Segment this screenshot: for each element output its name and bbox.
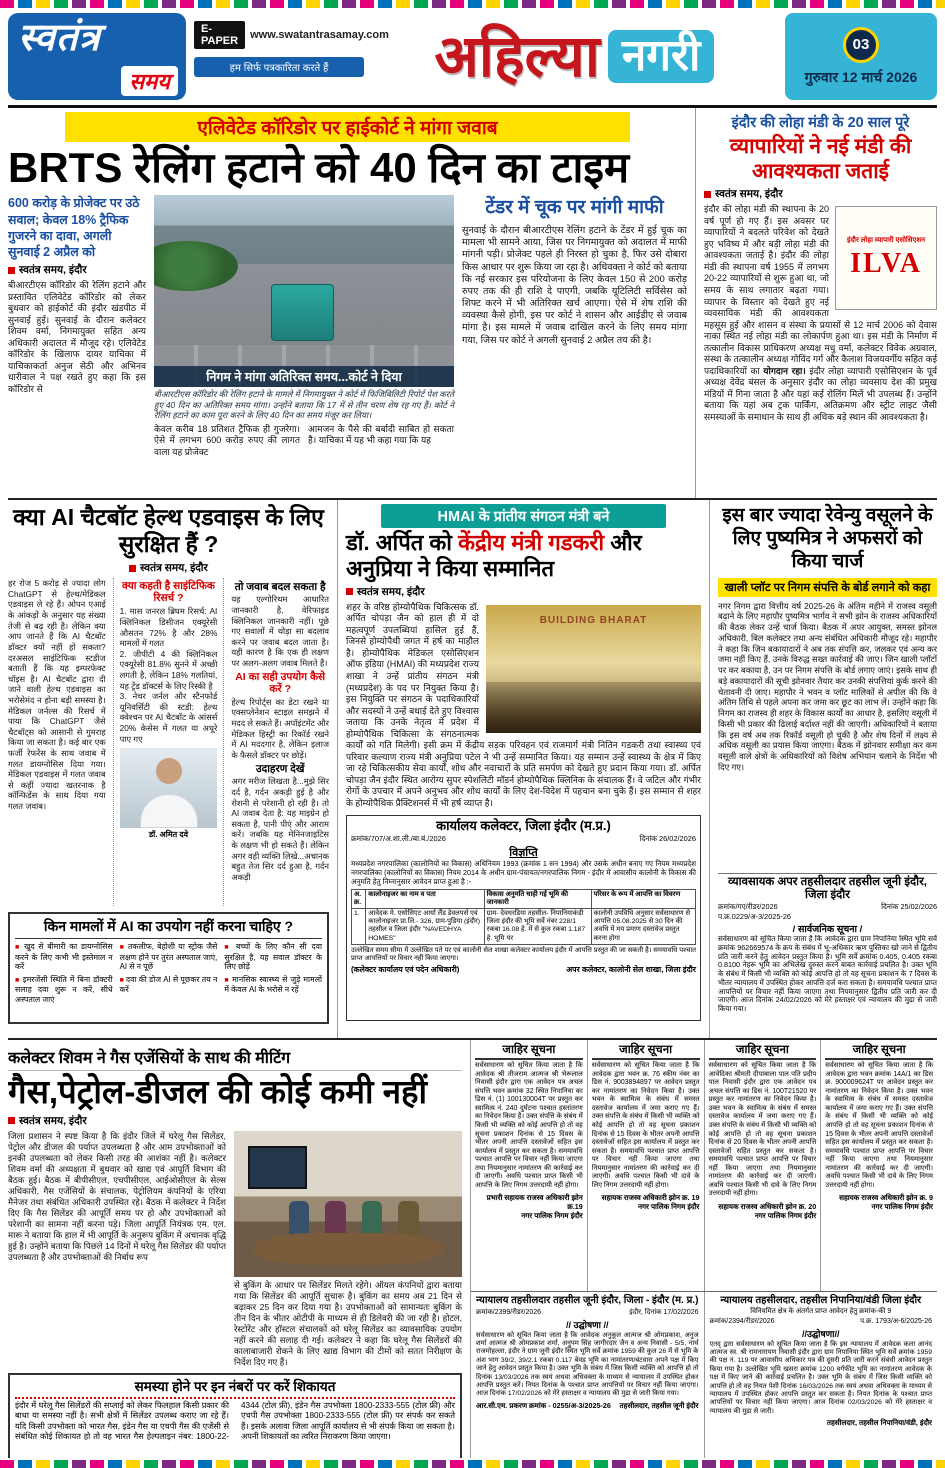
warning-item: ■ मानसिक स्वास्थ्य से जुड़े मामलों में केवल AI के भरोसे न रहें bbox=[224, 975, 322, 995]
decorative-stripe-bottom bbox=[0, 1460, 945, 1468]
mandi-headline: व्यापारियों ने नई मंडी की आवश्यकता जताई bbox=[729, 135, 912, 184]
collector-footnote: उल्लेखित समय सीमा में उल्लेखित पते पर एवं कालोनी सेल शाखा कलेक्टर कार्यालय इंदौर में आपत्ति प्रस्तुत की जा सकती है। समयावधि पश्चात प्राप्त आपत्तियों पर विचार नहीं किया जाएगा। bbox=[351, 946, 696, 962]
jahir-notice-row bbox=[471, 1040, 937, 1292]
cell: कालोनी उपविधि अनुसार सर्वसाधारण से आपत्ति 05.08.2025 से 30 दिन की अवधि में मय प्रमाण दस्तावेज प्रस्तुत करना होगा bbox=[591, 909, 695, 945]
ai-col-2 bbox=[113, 578, 225, 906]
brts-below-col-1: केवल करीब 18 प्रतिशत ट्रैफिक ही गुजरेगा। ऐसे में लगभग 600 करोड़ रुपए की लागत वाला यह प्रोजेक्ट bbox=[154, 423, 300, 457]
brts-below-col-2: आमजन के पैसे की बर्बादी साबित हो सकता है। याचिका में यह भी कहा गया कि यह bbox=[308, 423, 454, 446]
court-ref-line bbox=[476, 1308, 699, 1317]
court-ref-line bbox=[710, 1317, 933, 1326]
ai-use-head: AI का सही उपयोग कैसे करें ? bbox=[235, 670, 326, 695]
col-header: परिसर के रूप में आपत्ति का विवरण bbox=[591, 889, 695, 908]
brts-sub-story bbox=[462, 195, 687, 458]
paper-name-1: स्वतंत्र bbox=[18, 17, 101, 59]
ai-example-head: उदाहरण देखें bbox=[255, 763, 305, 776]
row-bottom bbox=[8, 1040, 937, 1458]
story-revenue[interactable] bbox=[710, 500, 937, 1038]
jahir-sig-line: सहायक राजस्व अधिकारी झोन क्र. 19 bbox=[601, 1193, 700, 1203]
collector-signature bbox=[351, 965, 696, 975]
complaint-box bbox=[8, 1373, 462, 1458]
jahir-title: जाहिर सूचना bbox=[825, 1042, 933, 1060]
row-top bbox=[8, 108, 937, 500]
collector-title: कार्यालय कलेक्टर, जिला इंदौर (म.प्र.) bbox=[436, 818, 611, 834]
court-proclamation: // उद्घोषणा // bbox=[565, 1319, 609, 1330]
jahir-sig-line: नगर पालिक निगम इंदौर bbox=[871, 1202, 933, 1212]
jahir-signature bbox=[709, 1202, 817, 1220]
masthead bbox=[0, 8, 945, 105]
warning-col-2 bbox=[120, 942, 218, 1007]
ilva-logo-title: इंदौर लोहा व्यापारी एसोसिएशन bbox=[847, 236, 925, 244]
edition-masthead bbox=[372, 13, 777, 100]
warning-item: ■ बच्चों के लिए कौन सी दवा सुरक्षित है, यह सवाल डॉक्टर के लिए छोड़ें bbox=[224, 942, 322, 972]
brts-sub-body: सुनवाई के दौरान बीआरटीएस रेलिंग हटाने के टेंडर में हुई चूक का मामला भी सामने आया, जिस पर निगमायुक्त को अदालत में माफी मांगनी पड़ी। प्रोजेक्ट पहले ही निरस्त हो चुका है, फिर उसे दोबारा किस आधार पर शुरू किया जा रहा है। अधिवक्ता ने कोर्ट को बताया कि नई सरकार इस परियोजना के लिए केवल 150 से 200 करोड़ रुपए तक की ही राशि दे पाएगी, जबकि यूटिलिटी सर्विसेस को शिफ्ट करने में भी अतिरिक्त खर्च आएगा। ऐसे में शेष राशि की व्यवस्था कैसे होगी, इस पर कोर्ट ने शासन और आईडीए से जवाब मांगा है। इस मामले में जवाब दाखिल करने के लिए समय मांगा गया, जिस पर कोर्ट ने अगली सुनवाई 2 अप्रैल तय की है। bbox=[462, 225, 687, 346]
gas-body-area bbox=[8, 1131, 462, 1369]
hmai-body: शहर के वरिष्ठ होम्योपैथिक चिकित्सक डॉ. अर्पित चोपड़ा जैन को हाल ही में दो महत्वपूर्ण उपलब्धियां हासिल हुई हैं, जिनसे होम्योपैथी जगत में हर्ष का माहौल है। होम्योपैथिक मेडिकल एसोसिएशन ऑफ इंडिया (HMAI) की मध्यप्रदेश राज्य शाखा ने उन्हें प्रांतीय संगठन मंत्री (मध्यप्रदेश) के पद पर नियुक्त किया है। इस नियुक्ति पर संगठन के पदाधिकारियों और सदस्यों ने उन्हें बधाई देते हुए विश्वास जताया कि उनके नेतृत्व में प्रदेश में होम्योपैथिक चिकित्सा के संगठनात्मक कार्यों को गति मिलेगी। इसी क्रम में केंद्रीय सड़क परिवहन एवं राजमार्ग मंत्री नितिन गडकरी तथा स्वास्थ्य एवं परिवार कल्याण राज्य मंत्री अनुप्रिया पटेल ने भी उन्हें सम्मानित किया। यह सम्मान उन्हें स्वास्थ्य के क्षेत्र में किए जा रहे चिकित्सकीय सेवा कार्यों, शोध और नवाचारों के प्रति समर्पण को देखते हुए प्रदान किया गया। डॉ. अर्पित चोपड़ा जैन इंदौर स्थित आरोग्य सुपर स्पेशलिटी मॉडर्न होम्योपैथिक क्लिनिक के संचालक हैं। वे जटिल और गंभीर रोगों के उपचार में अपने अनुभव और शोध कार्यों के लिए देश-विदेश में पहचान बना चुके हैं। इस सम्मान से शहर के होम्योपैथिक प्रैक्टिशनर्स में भी हर्ष व्याप्त है। bbox=[346, 601, 701, 808]
court-body: सर्वसाधारण को सूचित किया जाता है कि आवेदक अनुकूल आत्मज श्री ओमप्रकाश, अनुज शर्मा आत्मज श्री ओमप्रकाश शर्मा, अनुपम सिंह जागीरदार जैन व अन्य निवासी - 5/5, नार्थ राजमोहल्ला, इंदौर ने ग्राम जूनी इंदौर स्थित भूमि सर्वे क्रमांक 1959 की कुल 26 में से भूमि के अंश भाग 39/2, 39/2.1 रकबा 0.117 बेवड़ भूमि का नामांतरण/बंटवारा अपने पक्ष में किए जाने हेतु आवेदन प्रस्तुत किया है। उक्त भूमि के संबंध में जिस किसी व्यक्ति को आपत्ति हो तो दिनांक 13/03/2026 तक स्वयं अथवा अधिवक्ता के माध्यम से न्यायालय में उपस्थित होकर आपत्ति प्रस्तुत करें। नियत दिनांक के पश्चात प्राप्त आपत्तियों पर विचार नहीं किया जाएगा। आज दिनांक 17/02/2026 को मेरे हस्ताक्षर व न्यायालय की मुद्रा से जारी किया गया। bbox=[476, 1331, 699, 1398]
revenue-strap: खाली प्लॉट पर निगम संपत्ति के बोर्ड लगाने को कहा bbox=[718, 578, 937, 597]
page-number: 03 bbox=[843, 27, 879, 63]
gas-body-2: से बुकिंग के आधार पर सिलेंडर मिलते रहेंगे। ऑयल कंपनियों द्वारा बताया गया कि सिलेंडर की आपूर्ति सुचारू है। बुकिंग का समय अब 21 दिन से बढ़ाकर 25 दिन कर दिया गया है। उपभोक्ताओं को सामान्यतः बुकिंग के तीन दिन के भीतर ओटीपी के माध्यम से ही डिलेवरी की जा रही है। होटल, रेस्टोरेंट और हॉस्टल संचालकों को घरेलू सिलेंडर का व्यावसायिक उपयोग नहीं करने की सलाह दी गई। कलेक्टर ने कहा कि घरेलू गैस सिलेंडरों की कालाबाजारी रोकने के लिए खाद्य विभाग की टीमों को सतत निरीक्षण के निर्देश दिए गए हैं। bbox=[234, 1279, 462, 1367]
masthead-word-1: अहिल्या bbox=[434, 23, 600, 89]
col-header: विकास अनुमति चाही गई भूमि की जानकारी bbox=[484, 889, 591, 908]
ai-research-head: क्या कहती है साइंटिफिक रिसर्च ? bbox=[122, 580, 215, 605]
jahir-notice-2 bbox=[588, 1040, 705, 1291]
collector-sig-right: अपर कलेक्टर, कालोनी सेल शाखा, जिला इंदौर bbox=[566, 965, 696, 975]
brts-left-column bbox=[8, 195, 146, 458]
jahir-body: सर्वसाधारण को सूचित किया जाता है कि आवेदिका श्रीमती दीपाबाला पाल पति प्रदीप पाल निवासी इंदौर द्वारा एक आवेदन पत्र अचल संपत्ति का डिस नं. 100T21520 पर प्रस्तुत कर नामांतरण का निवेदन किया है। उक्त भवन के स्वामित्व के संबंध में समस्त दस्तावेज कार्यालय में जमा कराए गए हैं। उक्त संपत्ति के संबंध में किसी भी व्यक्ति को कोई आपत्ति हो तो वह सूचना प्रकाशन दिनांक से 20 दिवस के भीतर अपनी आपत्ति दस्तावेजों सहित प्रस्तुत कर सकता है। समयावधि पश्चात प्राप्त आपत्ति पर विचार नहीं किया जाएगा तथा नियमानुसार नामांतरण की कार्रवाई कर दी जाएगी। अवधि पश्चात किसी भी दावे के लिए निगम उत्तरदायी नहीं होगा। bbox=[708, 1062, 817, 1198]
brts-kicker: एलिवेटेड कॉरिडोर पर हाईकोर्ट ने मांगा जवाब bbox=[65, 112, 630, 142]
hmai-ceremony-photo bbox=[486, 605, 701, 733]
warning-item: ■ दवा की डोज AI से पूछकर तय न करें bbox=[120, 975, 218, 995]
gas-right-column bbox=[234, 1131, 462, 1369]
court-footer bbox=[476, 1401, 699, 1411]
byline-text: स्वतंत्र समय, इंदौर bbox=[140, 562, 208, 575]
ai-research-item: 1. मास जनरल ब्रिघम रिसर्च: AI क्लिनिकल डिसीजन एक्यूरेसी औसतन 72% है और 28% मामलों में गलत bbox=[119, 606, 218, 649]
brts-intro: 600 करोड़ के प्रोजेक्ट पर उठे सवाल; केवल 18% ट्रैफिक गुजरने का दावा, अगली सुनवाई 2 अप्रैल को bbox=[8, 196, 140, 260]
tehsildar-notice-subtitle: / सार्वजनिक सूचना / bbox=[792, 923, 863, 935]
revenue-headline: इस बार ज्यादा रेवेन्यु वसूलने के लिए पुष्यमित्र ने अफसरों को किया चार्ज bbox=[722, 505, 933, 573]
edition-date: गुरुवार 12 मार्च 2026 bbox=[804, 68, 918, 85]
ai-research-item: 3. नेचर जर्नल और स्टैनफोर्ड यूनिवर्सिटी की स्टडी: हेल्थ क्वेश्चन पर AI चैटबॉट के आंसर्स 20% केसेस में गलत या अधूरे पाए गए bbox=[119, 691, 218, 744]
jahir-signature bbox=[475, 1193, 583, 1220]
ai-answer-head: तो जवाब बदल सकता है bbox=[234, 581, 326, 594]
story-hmai[interactable] bbox=[338, 500, 710, 1038]
tehsildar-date: दिनांक 25/02/2026 bbox=[881, 901, 937, 911]
paper-logo-block bbox=[8, 13, 186, 100]
warning-item: ■ इमरजेंसी स्थिति में बिना डॉक्टरी सलाह दवा शुरू न करें, सीधे अस्पताल जाएं bbox=[15, 975, 113, 1005]
byline bbox=[346, 585, 701, 599]
jahir-sig-line: सहायक राजस्व अधिकारी झोन क्र. 20 bbox=[718, 1202, 817, 1211]
mandi-subhead: योगदान रहा। bbox=[763, 365, 806, 376]
doctor-coat-shape bbox=[140, 794, 198, 828]
tehsildar-case-line bbox=[718, 912, 937, 922]
court-body: एतद् द्वारा सर्वसाधारण को सूचित किया जाता है कि इस न्यायालय में आवेदक कला आनंद आत्मज स्व. श्री रामनारायण निवासी इंदौर द्वारा ग्राम निपानिया स्थित भूमि सर्वे क्रमांक 1959 की पक्ष नं. 119 पर आवासीय अधिकार पत्र की दूसरी प्रति जारी करने संबंधी आवेदन प्रस्तुत किया गया है। उल्लेखित भूमि खसरा क्रमांक 1200 वर्गफीट भूमि का नामांतरण आवेदक के पक्ष में किए जाने की कार्रवाई प्रचलित है। उक्त भूमि के संबंध में जिस किसी व्यक्ति को आपत्ति हो तो वह नियत पेशी दिनांक 16/03/2026 तक स्वयं अथवा अधिवक्ता के माध्यम से न्यायालय में उपस्थित होकर आपत्ति प्रस्तुत कर सकता है। नियत दिनांक के पश्चात प्राप्त आपत्तियों पर विचार नहीं किया जाएगा। आज दिनांक 02/03/2026 को मेरे हस्ताक्षर व न्यायालय की मुद्रा से जारी। bbox=[709, 1340, 932, 1415]
court-title: न्यायालय तहसीलदार तहसील जूनी इंदौर, जिला - इंदौर (म. प्र.) bbox=[476, 1295, 699, 1306]
jahir-sig-line: नगर पालिक निगम इंदौर bbox=[637, 1202, 700, 1212]
court-ref-no: क्रमांक/2399/रीडर/2026 bbox=[476, 1308, 542, 1316]
photo-caption: बीआरटीएस कॉरिडोर की रेलिंग हटाने के मामले में निगमायुक्त ने कोर्ट में फिजिबिलिटी रिपोर्ट पेश करते हुए 40 दिन का अतिरिक्त समय मांगा। उन्होंने बताया कि 17 में से तीन चरण शेष रह गए हैं। कोर्ट ने रेलिंग हटाने का काम पूरा करने के लिए 40 दिन का समय मंजूर कर लिया। bbox=[154, 389, 454, 421]
page-date-block bbox=[785, 13, 937, 100]
complaint-body: इंदौर में घरेलू गैस सिलेंडरों की सप्लाई को लेकर फिलहाल किसी प्रकार की बाधा या समस्या नहीं है। सभी क्षेत्रों में सिलेंडर उपलब्ध कराए जा रहे हैं। यदि किसी उपभोक्ता को भारत गैस, इंडेन गैस या एचपी गैस की एजेंसी से संबंधित कोई शिकायत हो तो वह भारत गैस हेल्पलाइन नंबर: 1800-22-4344 (टोल फ्री), इंडेन गैस उपभोक्ता 1800-2333-555 (टोल फ्री) और एचपी गैस उपभोक्ता 1800-2333-555 (टोल फ्री) पर संपर्क कर सकते हैं। इसके अलावा जिला आपूर्ति कार्यालय से भी संपर्क किया जा सकता है। अपनी शिकायतों का त्वरित निराकरण किया जाएगा। bbox=[15, 1400, 455, 1441]
collector-body: मध्यप्रदेश नगरपालिका (कालोनियों का विकास) अधिनियम 1993 (क्रमांक 1 सन 1994) और उसके अधीन बनाए गए नियम मध्यप्रदेश नगरपालिका (कालोनियों का विकास) नियम 2014 के अधीन ग्राम-पंचायत/नगरपालिक निगम - इंदौर में आवासीय कालोनी के विकास की अनुमति हेतु निम्नानुसार आवेदन प्राप्त हुआ है :- bbox=[351, 859, 696, 887]
story-mandi[interactable] bbox=[696, 108, 937, 498]
ai-headline: क्या AI चैटबॉट हेल्थ एडवाइस के लिए सुरक्षित हैं ? bbox=[13, 504, 324, 558]
decorative-stripe-top bbox=[0, 0, 945, 8]
jahir-body: सर्वसाधारण को सूचित किया जाता है कि आवेदक श्री तीजराम आत्मज श्री भेरूलाल निवासी इंदौर द्वारा एक आवेदन पत्र अचल संपत्ति भवन क्रमांक 32 स्थित निपानिया का डिस नं. (1) 100130004T पर प्रस्तुत कर स्वामित्व नं. 240 दुर्घटना पश्चात हस्तांतरण का निवेदन किया है। उक्त संपत्ति के संबंध में किसी भी व्यक्ति को कोई आपत्ति हो तो वह सूचना प्रकाशन दिनांक से 15 दिवस के भीतर अपनी आपत्ति दस्तावेजों सहित इस कार्यालय में प्रस्तुत कर सकता है। समयावधि पश्चात आपत्ति पर विचार नहीं किया जाएगा तथा नियमानुसार नामांतरण की कार्रवाई कर दी जाएगी। अवधि पश्चात प्राप्त किसी भी आपत्ति के लिए निगम उत्तरदायी नहीं होगा। bbox=[475, 1062, 583, 1189]
brts-body-left: बीआरटीएस कॉरिडोर की रेलिंग हटाने और प्रस्तावित एलिवेटेड कॉरिडोर को लेकर बुधवार को हाईकोर्ट की इंदौर खंडपीठ में सुनवाई हुई। सुनवाई के दौरान कलेक्टर शिवम वर्मा, निगमायुक्त सहित अन्य अधिकारी अदालत में मौजूद रहे। एलिवेटेड कॉरिडोर के खिलाफ दायर याचिका में याचिकाकर्ता अनुज सेठी और अभिनव धारीवाल ने पक्ष रखते हुए कहा कि इस कॉरिडोर से bbox=[8, 280, 146, 394]
court-case-ref: प.क्र. 1793/अ-6/2025-26 bbox=[860, 1317, 932, 1325]
brts-photo-column bbox=[154, 195, 454, 458]
tehsildar-ref-line bbox=[718, 902, 937, 912]
court-proclamation: //उद्घोषणा// bbox=[801, 1328, 840, 1339]
paper-logo[interactable] bbox=[8, 13, 186, 100]
jahir-title: जाहिर सूचना bbox=[475, 1042, 583, 1060]
byline-bullet-icon bbox=[129, 565, 136, 572]
col-header: अ. क्र. bbox=[352, 889, 366, 908]
jahir-notice-3 bbox=[705, 1040, 822, 1291]
byline-bullet-icon bbox=[8, 1117, 15, 1124]
paper-tagline: हम सिर्फ पत्रकारिता करते हैं bbox=[194, 57, 364, 77]
jahir-body: सर्वसाधारण को सूचित किया जाता है कि आवेदक द्वारा भवन क्रमांक 14A/1 का डिस क्र. 900009624T पर आवेदन प्रस्तुत कर नामांतरण का निवेदन किया है। उक्त भवन के स्वामित्व के संबंध में समस्त दस्तावेज कार्यालय में जमा कराए गए हैं। उक्त संपत्ति के संबंध में किसी भी व्यक्ति को कोई आपत्ति हो तो वह सूचना प्रकाशन दिनांक से 15 दिवस के भीतर अपनी आपत्ति दस्तावेजों सहित इस कार्यालय में प्रस्तुत कर सकता है। समयावधि पश्चात प्राप्त आपत्ति पर विचार नहीं किया जाएगा तथा नियमानुसार नामांतरण की कार्रवाई कर दी जाएगी। अवधि पश्चात किसी भी दावे के लिए निगम उत्तरदायी नहीं होगा। bbox=[825, 1062, 933, 1189]
cell: 1. bbox=[352, 909, 366, 945]
ai-use-body: हेल्थ रिपोर्ट्स का डेटा रखने या एक्सप्लेनेशन स्टाइल समझने में मदद ले सकते हैं। अपॉइंटमेंट और मेडिकल हिस्ट्री का रिकॉर्ड रखने में AI मददगार है, लेकिन इलाज के फैसले डॉक्टर पर छोड़ें। bbox=[231, 696, 329, 760]
ai-warning-title: किन मामलों में AI का उपयोग नहीं करना चाहिए ? bbox=[15, 917, 322, 939]
collector-table bbox=[351, 889, 696, 945]
collector-notice-box bbox=[346, 815, 701, 1021]
byline-text: स्वतंत्र समय, इंदौर bbox=[19, 264, 87, 277]
byline bbox=[8, 561, 329, 575]
tehsildar-notice-body: सर्वसाधारण को सूचित किया जाता है कि आवेदक द्वारा ग्राम निपानिया स्थित भूमि सर्वे क्रमांक 962669574 के क्रय के संबंध में भू-अधिकार ऋण पुस्तिका खो जाने से द्वितीय प्रति जारी करने हेतु आवेदन प्रस्तुत किया है। भूमि सर्वे क्रमांक 0.405, 0.405 रकबा 0.8100 नेहरू भूमि का अभिलेख दुरुस्त करने बाबत कार्रवाई प्रचलित है। उक्त भूमि के संबंध में किसी भी व्यक्ति को कोई आपत्ति हो तो वह सूचना प्रकाशन के 7 दिवस के भीतर न्यायालय में उपस्थित होकर आपत्ति दर्ज करा सकता है। समयावधि पश्चात प्राप्त आपत्तियों पर विचार नहीं किया जाएगा तथा नियमानुसार द्वितीय प्रति जारी कर दी जाएगी। आज दिनांक 24/02/2026 को मेरे हस्ताक्षर एवं न्यायालय की मुद्रा से जारी किया गया। bbox=[718, 934, 937, 1014]
gas-meeting-photo bbox=[234, 1131, 462, 1277]
jahir-sig-line: सहायक राजस्व अधिकारी झोन क्र. 9 bbox=[839, 1193, 933, 1203]
mandi-body-2-text: इंदौर लोहा व्यापारी एसोसिएशन के पूर्व अध्यक्ष देवेंद्र बंसल के अनुसार इंदौर का लोहा व्यवसाय देश की प्रमुख मंडियों में गिना जाता है और यहां कई रोलिंग मिलें भी उपलब्ध हैं। उन्होंने बताया कि यहां अब ट्रक पार्किंग, अतिक्रमण और स्ट्रीट लाइट जैसी समस्याओं के समाधान के साथ ही अधिक बड़े स्थान की आवश्यकता है। bbox=[704, 365, 937, 422]
warning-item: ■ खुद से बीमारी का डायग्नोसिस करने के लिए कभी भी इस्तेमाल न करें bbox=[15, 942, 113, 972]
court-notice-2 bbox=[705, 1292, 938, 1458]
hmai-kicker: HMAI के प्रांतीय संगठन मंत्री बने bbox=[381, 504, 666, 528]
complaint-title: समस्या होने पर इन नंबरों पर करें शिकायत bbox=[15, 1377, 455, 1399]
jahir-body: सर्वसाधारण को सूचित किया जाता है कि आवेदक द्वारा भवन क्र. 76 स्कीम नंबर का डिस नं. 9003894897 पर आवेदन प्रस्तुत कर नामांतरण का निवेदन किया है। उक्त भवन के स्वामित्व के संबंध में समस्त दस्तावेज कार्यालय में जमा कराए गए हैं। उक्त संपत्ति के संबंध में किसी भी व्यक्ति को कोई आपत्ति हो तो वह सूचना प्रकाशन दिनांक से 15 दिवस के भीतर अपनी आपत्ति दस्तावेजों सहित इस कार्यालय में प्रस्तुत कर सकता है। समयावधि पश्चात प्राप्त आपत्ति पर विचार नहीं किया जाएगा तथा नियमानुसार नामांतरण की कार्रवाई कर दी जाएगी। अवधि पश्चात किसी भी दावे के लिए निगम उत्तरदायी नहीं होगा। bbox=[591, 1062, 700, 1189]
collector-ref-no: क्रमांक/707/अ.शा.ली./बा.बं./2026 bbox=[351, 834, 446, 844]
byline bbox=[704, 187, 937, 201]
collector-ref-line bbox=[351, 834, 696, 844]
paper-name-2: समय bbox=[121, 66, 178, 96]
byline-bullet-icon bbox=[8, 267, 15, 274]
warning-col-3 bbox=[224, 942, 322, 1007]
byline-bullet-icon bbox=[704, 191, 711, 198]
brts-headline: BRTS रेलिंग हटाने को 40 दिन का टाइम bbox=[8, 144, 630, 191]
jahir-sig-line: नगर पालिक निगम इंदौर bbox=[521, 1211, 583, 1221]
jahir-notice-1 bbox=[471, 1040, 588, 1291]
masthead-word-2: नगरी bbox=[608, 30, 715, 82]
story-gas[interactable] bbox=[8, 1040, 471, 1458]
brts-street-photo bbox=[154, 195, 454, 387]
table-shape bbox=[252, 1233, 444, 1265]
warning-col-1 bbox=[15, 942, 113, 1007]
byline-text: स्वतंत्र समय, इंदौर bbox=[357, 585, 425, 598]
byline-bullet-icon bbox=[346, 588, 353, 595]
ai-research-item: 2. जीपीटी 4 की क्लिनिकल एक्यूरेसी 81.8% सुनने में अच्छी लगती है, लेकिन 18% गलतियां, यह ट्रेंड डॉक्टर्स के लिए रिस्की है bbox=[119, 648, 218, 691]
cell: आवेदक मे. एसोसिएट आर्या लैंड डेवलपर्स एवं कालोनाइजर प्रा.लि.- 326, ग्राम-पुडिया (इंदौर) तहसील व जिला इंदौर "NAVEDHYA HOMES" bbox=[366, 909, 484, 945]
mandi-kicker: इंदौर की लोहा मंडी के 20 साल पूरे bbox=[731, 115, 910, 131]
jahir-signature bbox=[825, 1193, 933, 1211]
hmai-headline-red: केंद्रीय मंत्री गडकरी bbox=[458, 530, 605, 555]
mandi-body-1-text: इंदौर की लोहा मंडी की स्थापना के 20 वर्ष पूर्ण हो गए हैं। इस अवसर पर व्यापारियों ने बदलते परिवेश को देखते हुए भविष्य में और बड़ी लोहा मंडी की आवश्यकता जताई है। इंदौर की लोहा मंडी की स्थापना वर्ष 1955 में लगभग 20-22 व्यापारियों से शुरू हुआ था, जो समय के साथ लगातार बढ़ता गया। व्यापार के विस्तार को देखते हुए नई व्यवसायिक मंडी की आवश्यकता महसूस हुई और शासन व संस्था के प्रयासों से 12 मार्च 2006 को देवास नाका स्थित नई लोहा मंडी का लोकार्पण हुआ था। इस मंडी के निर्माण में तत्कालीन विकास प्राधिकरण अध्यक्ष मधु वर्मा, कलेक्टर विवेक अग्रवाल, संस्था के तत्कालीन अध्यक्ष गोविंद गर्ग और कैलाश विजयवर्गीय सहित कई पदाधिकारियों का bbox=[704, 204, 937, 376]
court-notice-1 bbox=[471, 1292, 705, 1458]
byline bbox=[8, 263, 146, 277]
story-ai-chatbot[interactable] bbox=[8, 500, 338, 1038]
screen-shape bbox=[248, 1146, 307, 1190]
tehsildar-case-no: प.क्र.0229/अ-3/2025-26 bbox=[718, 911, 791, 921]
people-silhouette-shape bbox=[486, 682, 701, 733]
ai-col-3 bbox=[231, 578, 329, 906]
court-ref-no: क्रमांक/2394/रीडर/2026 bbox=[709, 1317, 775, 1325]
website-link[interactable]: www.swatantrasamay.com bbox=[250, 29, 389, 41]
story-brts[interactable] bbox=[8, 108, 696, 498]
jahir-sig-line: प्रभारी सहायक राजस्व अधिकारी झोन क्र.19 bbox=[486, 1193, 583, 1212]
hmai-headline bbox=[346, 530, 701, 582]
doctor-head-shape bbox=[156, 758, 182, 784]
tehsildar-notice-title: व्यावसायक अपर तहसीलदार तहसील जूनी इंदौर, जिला इंदौर bbox=[728, 875, 927, 901]
jahir-notice-4 bbox=[821, 1040, 937, 1291]
hmai-headline-post: और अनुप्रिया ने किया सम्मानित bbox=[346, 530, 642, 581]
ai-warning-box bbox=[8, 912, 329, 1024]
cell: ग्राम- देवधरडिया तहसील- निपानियाकंडी जिला इंदौर की भूमि सर्वे नंबर 228/1 रकबा 16.08 हे. में से कुल रकबा 1.187 हे. भूमि पर bbox=[484, 909, 591, 945]
byline-text: स्वतंत्र समय, इंदौर bbox=[19, 1114, 87, 1127]
jahir-signature bbox=[592, 1193, 700, 1211]
byline bbox=[8, 1114, 462, 1128]
jahir-title: जाहिर सूचना bbox=[592, 1042, 700, 1060]
page-content bbox=[0, 108, 945, 1458]
col-header: कालोनाइजर का नाम व पता bbox=[366, 889, 484, 908]
byline-text: स्वतंत्र समय, इंदौर bbox=[715, 188, 783, 201]
brts-body bbox=[8, 195, 687, 458]
stage-banner-text: BUILDING BHARAT bbox=[539, 615, 648, 627]
ilva-logo-text: ILVA bbox=[850, 247, 922, 279]
revenue-body: नगर निगम द्वारा वित्तीय वर्ष 2025-26 के अंतिम महीने में राजस्व वसूली बढ़ाने के लिए महापौर पुष्यमित्र भार्गव ने सभी झोन के राजस्व अधिकारियों की बैठक लेकर उन्हें चार्ज किया। बैठक में अपर आयुक्त, समस्त झोनल अधिकारी, बिल कलेक्टर तथा अन्य संबंधित अधिकारी मौजूद रहे। महापौर ने कहा कि जिन बकायादारों ने अब तक संपत्ति कर, जलकर एवं अन्य कर जमा नहीं किए हैं, उनके विरुद्ध सख्त कार्रवाई की जाए। जिन खाली प्लॉटों पर कर बकाया है, उन पर निगम संपत्ति के बोर्ड लगाए जाएं। इसके साथ ही बड़े बकायादारों की सूची झोनवार तैयार कर उनकी संपत्तियां कुर्क करने की चेतावनी दी जाए। महापौर ने भवन व प्लॉट मालिकों से अपील की कि वे अंतिम तिथि से पहले अपना कर जमा कर छूट का लाभ लें। उन्होंने कहा कि निगम का राजस्व ही शहर के विकास कार्यों का आधार है, इसलिए वसूली में किसी भी प्रकार की ढिलाई बर्दाश्त नहीं की जाएगी। अधिकारियों ने बताया कि इस वर्ष अब तक रिकॉर्ड वसूली हो चुकी है और शेष दिनों में लक्ष्य से अधिक वसूली का प्रयास किया जाएगा। बैठक में झोनवार समीक्षा कर कम वसूली वाले क्षेत्रों के अधिकारियों को विशेष अभियान चलाने के निर्देश भी दिए गए। bbox=[718, 600, 937, 772]
tehsildar-notice bbox=[718, 873, 937, 1038]
ai-warning-columns bbox=[15, 942, 322, 1007]
brts-below-photo bbox=[154, 424, 454, 459]
bus-shape bbox=[271, 284, 334, 342]
court-date: इंदौर, दिनांक 17/02/2026 bbox=[629, 1308, 699, 1316]
ai-example-body: अगर मरीज लिखता है...मुझे सिर दर्द है, गर्दन अकड़ी हुई है और रोशनी से परेशानी हो रही है। तो AI जवाब देता है: यह माइग्रेन हो सकता है, पानी पीएं और आराम करें। जबकि यह मेनिनजाइटिस के लक्षण भी हो सकते हैं। लेकिन अगर वही व्यक्ति लिखे...अचानक बहुत तेज सिर दर्द हुआ है, गर्दन अकड़ी bbox=[231, 776, 329, 882]
collector-table-row bbox=[352, 909, 696, 945]
court-footer bbox=[710, 1418, 933, 1428]
brts-sub-headline: टेंडर में चूक पर मांगी माफी bbox=[485, 197, 664, 219]
warning-item: ■ तकलीफ, बेहोशी या स्ट्रोक जैसे लक्षण होने पर तुरंत अस्पताल जाएं, AI से न पूछें bbox=[120, 942, 218, 972]
photo-caption-bar: निगम ने मांगा अतिरिक्त समय...कोर्ट ने दिया bbox=[154, 366, 454, 387]
doctor-photo bbox=[120, 748, 218, 828]
jahir-sig-line: नगर पालिक निगम इंदौर bbox=[754, 1211, 817, 1220]
doctor-caption: डॉ. अमित दवे bbox=[148, 830, 189, 840]
ai-answer-body: यह एल्गोरिथम आधारित जानकारी है, वेरिफाइड क्लिनिकल जानकारी नहीं। पूछे गए सवालों में थोड़ा सा बदलाव करने पर जवाब बदल जाता है। यही कारण है कि एक ही लक्षण पर अलग-अलग जवाब मिलते हैं। bbox=[231, 594, 329, 668]
court-notice-row bbox=[471, 1292, 937, 1458]
trees-shape bbox=[154, 241, 238, 291]
hmai-headline-pre: डॉ. अर्पित को bbox=[346, 530, 459, 555]
epaper-block bbox=[194, 13, 389, 100]
collector-sig-left: (कलेक्टर कार्यालय एवं पदेन अधिकारी) bbox=[351, 965, 460, 975]
row-midd bbox=[8, 500, 937, 1040]
tehsildar-ref-no: क्रमांक/गए/रीडर/2026 bbox=[718, 901, 778, 911]
gas-headline: गैस,पेट्रोल-डीजल की कोई कमी नहीं bbox=[8, 1073, 428, 1110]
collector-table-header-row bbox=[352, 889, 696, 908]
court-subheading: विनियमित क्षेत्र के अंतर्गत प्राप्त आवेदन हेतु क्रमांक-की 9 bbox=[750, 1307, 892, 1315]
court-signature: तहसीलदार, तहसील निपानिया/वंडी, इंदौर bbox=[826, 1418, 932, 1428]
jahir-title: जाहिर सूचना bbox=[709, 1042, 817, 1060]
court-case-no: आर.सी.एम. प्रकरण क्रमांक - 0255/अ-3/2025-26 bbox=[476, 1400, 611, 1410]
collector-subtitle: विज्ञप्ति bbox=[509, 847, 538, 860]
gas-body-1: जिला प्रशासन ने स्पष्ट किया है कि इंदौर जिले में घरेलू गैस सिलेंडर, पेट्रोल और डीजल की पर्याप्त उपलब्धता है और आम उपभोक्ताओं को इनकी उपलब्धता को लेकर किसी तरह की आशंका नहीं है। कलेक्टर शिवम वर्मा की अध्यक्षता में बुधवार को खाद्य एवं आपूर्ति विभाग की बैठक हुई। बैठक में बीपीसीएल, एचपीसीएल, आईओसीएल के सेल्स अधिकारी, गैस एजेंसियों के संचालक, पेट्रोलियम कंपनियों के एरिया मैनेजर तथा संबंधित अधिकारी उपस्थित रहे। बैठक में कलेक्टर ने निर्देश दिए कि गैस सिलेंडर की आपूर्ति समय पर हो और उपभोक्ताओं को परेशानी का सामना नहीं करना पड़े। जिला आपूर्ति नियंत्रक एम. एल. मारू ने बताया कि हाल में भी आपूर्ति के अनुरूप बुकिंग में अचानक वृद्धि हुई है। उन्होंने बताया कि पिछले 14 दिनों में घरेलू गैस सिलेंडर की पर्याप्त उपलब्धता है और उपभोक्ताओं की निर्बाध रूप bbox=[8, 1130, 226, 1262]
court-title: न्यायालय तहसीलदार, तहसील निपानिया/वंडी जिला इंदौर bbox=[720, 1295, 922, 1306]
collector-date: दिनांक 26/02/2026 bbox=[639, 834, 696, 844]
epaper-badge: E-PAPER bbox=[194, 21, 245, 49]
court-signature: तहसीलदार, तहसील जूनी इंदौर bbox=[619, 1400, 699, 1410]
gas-kicker: कलेक्टर शिवम ने गैस एजेंसियों के साथ की मीटिंग bbox=[8, 1044, 462, 1071]
ilva-association-logo bbox=[835, 206, 937, 310]
ai-col-1: हर रोज 5 करोड़ से ज्यादा लोग ChatGPT से हेल्थ/मेडिकल एडवाइस ले रहे हैं। ओपन एआई के आंकड़ों के अनुसार यह संख्या तेजी से बढ़ रही है। लेकिन क्या आप जानते हैं कि AI चैटबॉट डॉक्टर क्यों नहीं हो सकता? दरअसल साइंटिफिक स्टडीज बताती हैं कि यह इम्परफेक्ट चॉइस है। AI चैटबॉट द्वारा दी जाने वाली हेल्थ एडवाइस का भरोसेमंद न होना बड़ी समस्या है। मेडिकल जर्नल्स की रिसर्च में पाया कि ChatGPT जैसे चैटबॉट्स को आसानी से गुमराह किया जा सकता है। कई बार एक फर्जी रेफरेंस के साथ जवाब में गलत डायग्नोसिस दिया गया। मेडिकल एडवाइस में गलत जवाब से कहीं ज्यादा खतरनाक है कॉन्फिडेंस के साथ दिया गया गलत जवाब। bbox=[8, 578, 106, 812]
bottom-notices bbox=[471, 1040, 937, 1458]
ai-columns bbox=[8, 578, 329, 906]
